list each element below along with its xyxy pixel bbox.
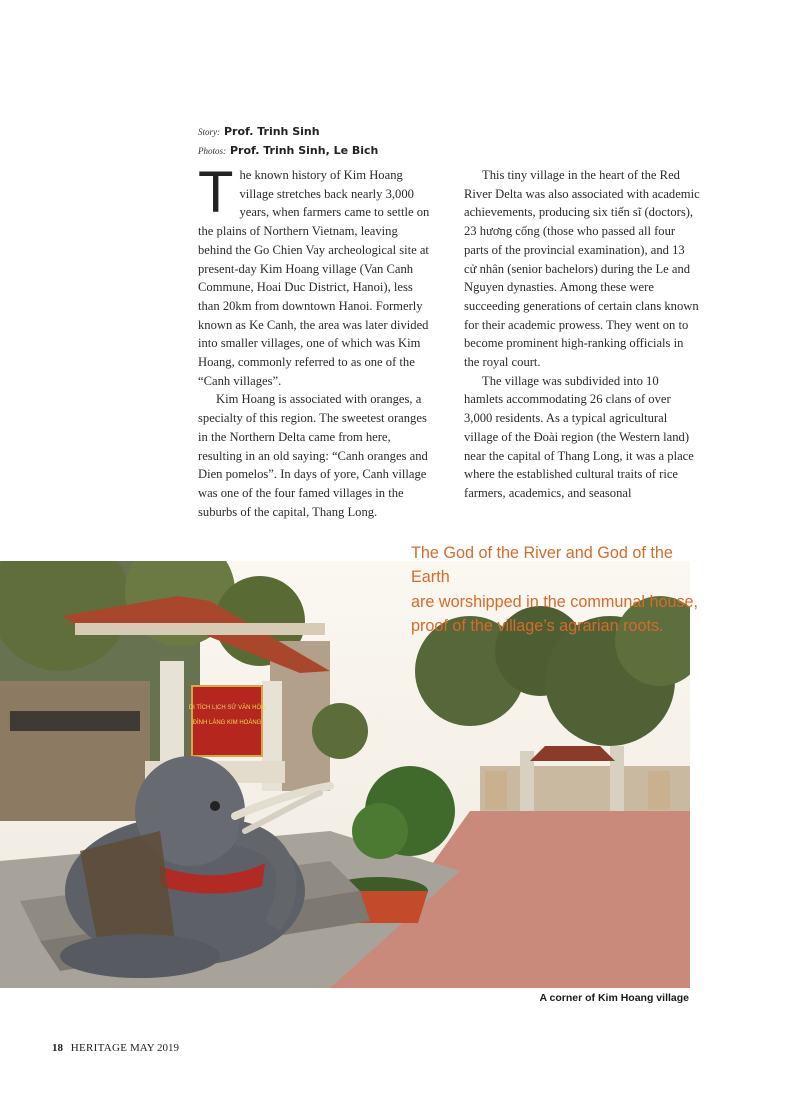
pull-quote-line: The God of the River and God of the Earth: [411, 544, 673, 587]
article-paragraph: This tiny village in the heart of the Red River Delta was also associated with academic achievements, producing six tiến sĩ (doctors), 23 hương cống (those who passed all four parts of the provincial examination), and 13 cử nhân (senior bachelors) during the Le and Nguyen dynasties. Among these were succeeding generations of certain clans known for their academic prowess. They went on to become prominent high-ranking officials in the royal court.: [464, 168, 700, 370]
article-paragraph: Kim Hoang is associated with oranges, a specialty of this region. The sweetest oranges in the Northern Delta came from here, resulting in an old saying: “Canh oranges and Dien pomelos”. In days of yore, Canh village was one of the four famed villages in the suburbs of the capital, Thang Long.: [198, 392, 428, 519]
pull-quote-line: proof of the village’s agrarian roots.: [411, 617, 664, 636]
issue-date: MAY 2019: [130, 1042, 180, 1054]
photos-author: Prof. Trinh Sinh, Le Bich: [230, 144, 379, 157]
drop-cap: T: [198, 160, 234, 225]
photo-caption: A corner of Kim Hoang village: [539, 992, 689, 1004]
magazine-name: HERITAGE: [70, 1042, 128, 1054]
story-credit: [198, 122, 378, 141]
story-label: Story:: [198, 127, 220, 137]
article-paragraph: The village was subdivided into 10 hamlets accommodating 26 clans of over 3,000 residents. As a typical agricultural village of the Đoài region (the Western land) near the capital of Thang Long, it was a place where the established cultural traits of rice farmers, academics, and seasonal: [464, 373, 694, 500]
credits: [198, 122, 378, 160]
article-column-left: [198, 160, 434, 521]
page-footer: [52, 1042, 179, 1054]
paragraph-text: he known history of Kim Hoang village stretches back nearly 3,000 years, when farmers came to settle on the plains of Northern Vietnam, leaving behind the Go Chien Vay archeological site at present-day Kim Hoang village (Van Canh Commune, Hoai Duc District, Hanoi), less than 20km from downtown Hanoi. Formerly known as Ke Canh, the area was later divided into smaller villages, one of which was Kim Hoang, commonly referred to as one of the “Canh villages”.: [198, 168, 430, 388]
pull-quote-line: are worshipped in the communal house,: [411, 592, 699, 611]
sign-line-1: DI TÍCH LỊCH SỬ VĂN HÓA: [188, 705, 266, 711]
pull-quote: [411, 541, 711, 639]
article-column-right: [464, 166, 700, 503]
story-author: Prof. Trinh Sinh: [224, 125, 320, 138]
photos-credit: [198, 141, 378, 160]
photos-label: Photos:: [198, 146, 226, 156]
sign-line-2: ĐÌNH LÀNG KIM HOÀNG: [192, 720, 262, 726]
page-number: 18: [52, 1042, 63, 1054]
article-paragraph: [198, 160, 434, 390]
